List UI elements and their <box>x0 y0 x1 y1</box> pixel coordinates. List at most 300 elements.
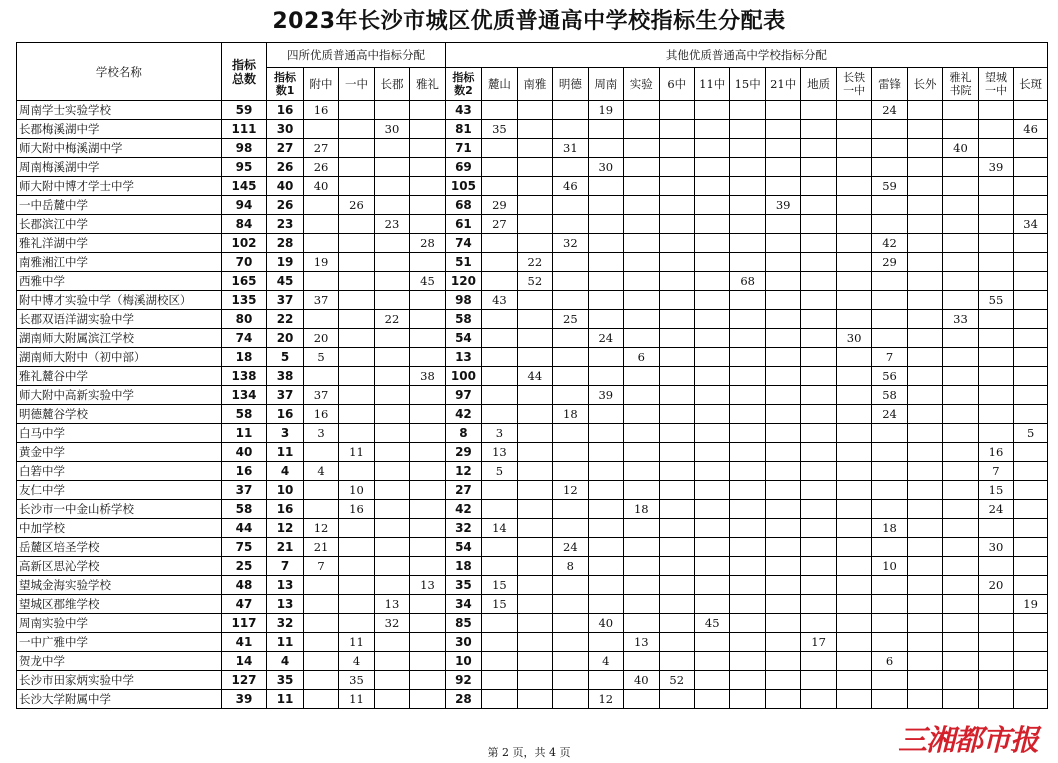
group2-cell <box>730 690 765 709</box>
group1-cell <box>339 253 374 272</box>
group2-cell <box>553 367 588 386</box>
group2-cell <box>624 595 659 614</box>
group2-cell <box>943 196 978 215</box>
group2-cell <box>659 177 694 196</box>
group1-cell <box>410 500 445 519</box>
group2-cell <box>943 386 978 405</box>
group2-cell <box>978 690 1013 709</box>
group2-cell <box>872 633 907 652</box>
total-cell: 95 <box>221 158 267 177</box>
group1-cell <box>374 671 409 690</box>
group2-cell <box>765 177 800 196</box>
group1-cell <box>374 424 409 443</box>
group2-cell <box>943 519 978 538</box>
group2-cell <box>588 348 623 367</box>
group1-cell: 12 <box>303 519 338 538</box>
quota1-cell: 37 <box>267 291 303 310</box>
group2-cell <box>517 443 552 462</box>
quota1-cell: 26 <box>267 158 303 177</box>
group2-cell: 4 <box>588 652 623 671</box>
group2-cell <box>1014 519 1048 538</box>
group2-cell <box>836 253 871 272</box>
group2-cell: 24 <box>588 329 623 348</box>
group2-cell <box>765 690 800 709</box>
group2-cell <box>943 500 978 519</box>
group1-col-header <box>374 68 409 101</box>
quota2-cell: 105 <box>445 177 481 196</box>
group2-cell <box>624 120 659 139</box>
group2-cell <box>836 196 871 215</box>
group2-cell <box>730 443 765 462</box>
group2-cell: 15 <box>978 481 1013 500</box>
group2-cell <box>730 329 765 348</box>
group2-cell <box>765 139 800 158</box>
group2-cell <box>1014 538 1048 557</box>
school-name-cell: 长沙大学附属中学 <box>17 690 222 709</box>
group1-cell: 45 <box>410 272 445 291</box>
group2-cell <box>517 519 552 538</box>
group1-cell <box>374 405 409 424</box>
group2-cell <box>553 329 588 348</box>
quota1-cell: 28 <box>267 234 303 253</box>
group2-cell <box>624 177 659 196</box>
group2-cell <box>801 367 836 386</box>
group2-cell <box>978 595 1013 614</box>
group2-cell <box>659 101 694 120</box>
group2-cell <box>978 215 1013 234</box>
group1-cell <box>374 519 409 538</box>
group2-cell <box>1014 462 1048 481</box>
group1-cell <box>339 595 374 614</box>
group2-cell <box>836 443 871 462</box>
group1-cell <box>374 443 409 462</box>
group2-cell <box>730 348 765 367</box>
group2-cell <box>872 500 907 519</box>
group1-cell: 22 <box>374 310 409 329</box>
group2-cell: 7 <box>978 462 1013 481</box>
group2-cell <box>588 234 623 253</box>
group2-cell <box>659 614 694 633</box>
group2-cell <box>553 348 588 367</box>
group2-cell <box>801 576 836 595</box>
table-body <box>17 101 1048 709</box>
group2-col-header-text: 21中 <box>770 77 797 91</box>
group1-cell <box>410 652 445 671</box>
group2-cell <box>694 519 729 538</box>
group1-cell: 10 <box>339 481 374 500</box>
total-cell: 135 <box>221 291 267 310</box>
group1-cell <box>303 595 338 614</box>
group2-cell <box>624 329 659 348</box>
table-row <box>17 367 1048 386</box>
group2-cell <box>517 234 552 253</box>
group1-col-header <box>303 68 338 101</box>
quota2-cell: 92 <box>445 671 481 690</box>
group2-cell: 20 <box>978 576 1013 595</box>
group2-cell <box>659 329 694 348</box>
group2-cell <box>482 101 517 120</box>
group2-cell <box>872 215 907 234</box>
group2-cell <box>943 272 978 291</box>
group2-cell <box>836 367 871 386</box>
group2-cell <box>943 443 978 462</box>
group2-cell <box>978 367 1013 386</box>
group2-cell <box>907 253 942 272</box>
group2-cell: 12 <box>588 690 623 709</box>
group2-cell <box>872 576 907 595</box>
quota2-header-text: 指标 数2 <box>452 71 475 97</box>
total-cell: 98 <box>221 139 267 158</box>
group1-cell <box>410 481 445 500</box>
group2-cell <box>517 291 552 310</box>
quota2-cell: 61 <box>445 215 481 234</box>
group2-cell <box>801 462 836 481</box>
group1-cell <box>339 424 374 443</box>
total-cell: 14 <box>221 652 267 671</box>
group1-cell <box>339 272 374 291</box>
quota1-cell: 45 <box>267 272 303 291</box>
group2-cell <box>553 690 588 709</box>
table-row <box>17 101 1048 120</box>
school-name-cell: 长沙市田家炳实验中学 <box>17 671 222 690</box>
group2-col-header <box>907 68 942 101</box>
group1-cell <box>339 519 374 538</box>
group2-cell <box>872 310 907 329</box>
group2-cell <box>517 139 552 158</box>
group1-cell: 20 <box>303 329 338 348</box>
group2-cell <box>872 690 907 709</box>
group2-cell <box>624 196 659 215</box>
group2-cell <box>872 671 907 690</box>
group2-cell <box>872 443 907 462</box>
group1-cell <box>374 386 409 405</box>
group2-cell <box>659 139 694 158</box>
group2-cell <box>482 557 517 576</box>
quota2-cell: 69 <box>445 158 481 177</box>
group2-cell <box>588 405 623 424</box>
group2-cell <box>659 500 694 519</box>
total-cell: 75 <box>221 538 267 557</box>
group2-cell <box>659 120 694 139</box>
group1-cell <box>303 576 338 595</box>
group1-cell: 28 <box>410 234 445 253</box>
newspaper-logo: 三湘都市报 <box>884 722 1052 758</box>
group2-cell: 59 <box>872 177 907 196</box>
table-row <box>17 595 1048 614</box>
total-cell: 134 <box>221 386 267 405</box>
group2-col-header-text: 周南 <box>594 77 618 91</box>
table-row <box>17 329 1048 348</box>
group2-cell <box>907 272 942 291</box>
group2-cell <box>553 633 588 652</box>
group2-cell <box>694 310 729 329</box>
total-cell: 37 <box>221 481 267 500</box>
group2-cell <box>872 481 907 500</box>
group2-cell <box>659 633 694 652</box>
group2-cell <box>907 481 942 500</box>
school-name-cell: 西雅中学 <box>17 272 222 291</box>
group2-cell: 3 <box>482 424 517 443</box>
group2-cell <box>836 557 871 576</box>
group1-cell <box>374 367 409 386</box>
group2-cell <box>1014 633 1048 652</box>
group2-cell <box>694 652 729 671</box>
group2-cell <box>482 139 517 158</box>
group1-cell <box>410 633 445 652</box>
school-name-cell: 长沙市一中金山桥学校 <box>17 500 222 519</box>
table-row <box>17 671 1048 690</box>
group2-cell <box>517 557 552 576</box>
group2-cell <box>765 576 800 595</box>
group2-cell <box>553 196 588 215</box>
group2-cell <box>943 671 978 690</box>
group2-cell <box>588 424 623 443</box>
group2-col-header <box>482 68 517 101</box>
group1-cell: 5 <box>303 348 338 367</box>
group2-cell <box>907 538 942 557</box>
group1-cell <box>339 291 374 310</box>
group1-cell <box>410 405 445 424</box>
group2-cell <box>836 500 871 519</box>
group2-cell <box>624 424 659 443</box>
group2-cell <box>482 633 517 652</box>
group2-col-header <box>943 68 978 101</box>
total-cell: 40 <box>221 443 267 462</box>
group2-cell <box>588 538 623 557</box>
table-row <box>17 443 1048 462</box>
group2-cell: 19 <box>588 101 623 120</box>
total-cell: 47 <box>221 595 267 614</box>
table-row <box>17 538 1048 557</box>
group2-cell <box>553 101 588 120</box>
group2-cell <box>907 595 942 614</box>
quota1-cell: 11 <box>267 443 303 462</box>
group2-cell <box>765 538 800 557</box>
group2-cell: 30 <box>978 538 1013 557</box>
group2-cell <box>588 557 623 576</box>
group1-cell <box>374 139 409 158</box>
group1-cell <box>410 139 445 158</box>
school-name-cell: 南雅湘江中学 <box>17 253 222 272</box>
group2-cell <box>765 386 800 405</box>
group2-cell <box>765 367 800 386</box>
school-name-cell: 白箬中学 <box>17 462 222 481</box>
group2-cell <box>659 576 694 595</box>
group2-cell <box>978 234 1013 253</box>
group2-cell <box>801 386 836 405</box>
total-cell: 58 <box>221 500 267 519</box>
group2-cell <box>801 329 836 348</box>
group2-cell <box>836 177 871 196</box>
group2-cell: 30 <box>836 329 871 348</box>
total-cell: 11 <box>221 424 267 443</box>
group2-cell: 56 <box>872 367 907 386</box>
group2-cell <box>836 671 871 690</box>
school-name-cell: 白马中学 <box>17 424 222 443</box>
group2-cell <box>1014 652 1048 671</box>
total-header <box>221 43 267 101</box>
group2-cell <box>836 215 871 234</box>
group1-cell: 23 <box>374 215 409 234</box>
group2-cell <box>836 633 871 652</box>
group2-cell <box>730 367 765 386</box>
quota2-cell: 35 <box>445 576 481 595</box>
group2-cell <box>836 120 871 139</box>
table-row <box>17 519 1048 538</box>
group2-cell <box>907 576 942 595</box>
group2-cell <box>801 158 836 177</box>
group2-cell <box>872 291 907 310</box>
group1-cell <box>303 310 338 329</box>
group1-cell: 11 <box>339 690 374 709</box>
quota2-cell: 34 <box>445 595 481 614</box>
group1-cell <box>339 234 374 253</box>
group2-col-header <box>801 68 836 101</box>
quota2-cell: 32 <box>445 519 481 538</box>
group2-cell <box>482 671 517 690</box>
group2-cell <box>1014 443 1048 462</box>
group2-cell <box>978 253 1013 272</box>
total-cell: 117 <box>221 614 267 633</box>
school-name-cell: 高新区思沁学校 <box>17 557 222 576</box>
group2-cell <box>943 538 978 557</box>
group2-cell <box>730 386 765 405</box>
quota2-cell: 58 <box>445 310 481 329</box>
group2-cell <box>517 215 552 234</box>
group2-cell <box>765 215 800 234</box>
group2-cell <box>872 272 907 291</box>
group2-cell: 43 <box>482 291 517 310</box>
group2-cell <box>907 557 942 576</box>
group2-cell <box>624 158 659 177</box>
group2-cell <box>517 462 552 481</box>
group1-cell <box>339 215 374 234</box>
group2-col-header-text: 实验 <box>629 77 653 91</box>
school-name-cell: 长郡梅溪湖中学 <box>17 120 222 139</box>
group1-cell <box>410 595 445 614</box>
group2-cell <box>1014 158 1048 177</box>
group2-cell <box>659 367 694 386</box>
table-row <box>17 405 1048 424</box>
school-name-cell: 师大附中博才学士中学 <box>17 177 222 196</box>
group2-cell: 22 <box>517 253 552 272</box>
group2-cell <box>801 215 836 234</box>
quota1-cell: 35 <box>267 671 303 690</box>
group2-cell <box>694 424 729 443</box>
table-row <box>17 215 1048 234</box>
group2-cell <box>801 443 836 462</box>
group2-cell <box>730 196 765 215</box>
group2-cell <box>624 291 659 310</box>
quota2-cell: 74 <box>445 234 481 253</box>
group1-cell <box>374 348 409 367</box>
group2-cell <box>1014 272 1048 291</box>
group2-cell <box>659 234 694 253</box>
group1-cell <box>374 481 409 500</box>
group2-cell <box>836 139 871 158</box>
group1-cell <box>303 690 338 709</box>
school-name-cell: 岳麓区培圣学校 <box>17 538 222 557</box>
quota1-cell: 5 <box>267 348 303 367</box>
group2-cell <box>836 348 871 367</box>
group2-cell <box>694 329 729 348</box>
group2-cell <box>517 690 552 709</box>
group2-cell <box>978 633 1013 652</box>
group2-cell <box>836 519 871 538</box>
group2-cell: 34 <box>1014 215 1048 234</box>
group2-cell <box>836 101 871 120</box>
group2-cell <box>801 234 836 253</box>
group1-cell <box>339 557 374 576</box>
table-row <box>17 576 1048 595</box>
school-name-header: 学校名称 <box>17 43 222 101</box>
group1-cell <box>303 367 338 386</box>
group2-cell <box>1014 690 1048 709</box>
group1-cell: 16 <box>303 405 338 424</box>
group2-cell <box>694 481 729 500</box>
school-name-cell: 长郡双语洋湖实验中学 <box>17 310 222 329</box>
group2-cell <box>907 386 942 405</box>
group2-cell <box>730 101 765 120</box>
group2-cell <box>694 443 729 462</box>
group2-cell <box>588 120 623 139</box>
group2-header: 其他优质普通高中学校指标分配 <box>445 43 1047 68</box>
group2-cell <box>730 595 765 614</box>
group1-cell: 7 <box>303 557 338 576</box>
page-title: 2023年长沙市城区优质普通高中学校指标生分配表 <box>272 9 786 34</box>
group2-cell <box>517 177 552 196</box>
school-name-cell: 黄金中学 <box>17 443 222 462</box>
group1-cell <box>374 557 409 576</box>
school-name-cell: 贺龙中学 <box>17 652 222 671</box>
group1-cell <box>410 690 445 709</box>
group2-cell <box>659 253 694 272</box>
group1-cell <box>410 158 445 177</box>
group2-cell <box>482 481 517 500</box>
quota2-cell: 97 <box>445 386 481 405</box>
group2-cell <box>872 462 907 481</box>
total-cell: 94 <box>221 196 267 215</box>
group2-cell <box>765 120 800 139</box>
table-row <box>17 272 1048 291</box>
quota1-cell: 22 <box>267 310 303 329</box>
group2-cell <box>801 139 836 158</box>
quota1-cell: 4 <box>267 462 303 481</box>
group1-cell: 40 <box>303 177 338 196</box>
quota1-cell: 7 <box>267 557 303 576</box>
group2-cell <box>659 538 694 557</box>
total-cell: 58 <box>221 405 267 424</box>
group2-cell <box>659 272 694 291</box>
header-row-1 <box>17 43 1048 68</box>
group2-cell <box>907 158 942 177</box>
table-row <box>17 500 1048 519</box>
school-name-cell: 一中广雅中学 <box>17 633 222 652</box>
group1-cell <box>410 557 445 576</box>
group2-cell <box>730 538 765 557</box>
group2-cell <box>553 158 588 177</box>
table-row <box>17 557 1048 576</box>
school-name-cell: 望城金海实验学校 <box>17 576 222 595</box>
group2-cell <box>943 253 978 272</box>
group1-col-header <box>339 68 374 101</box>
group2-cell <box>943 595 978 614</box>
group2-cell <box>482 348 517 367</box>
group2-cell <box>836 158 871 177</box>
group2-cell <box>659 652 694 671</box>
group1-cell <box>339 576 374 595</box>
group2-cell <box>517 196 552 215</box>
